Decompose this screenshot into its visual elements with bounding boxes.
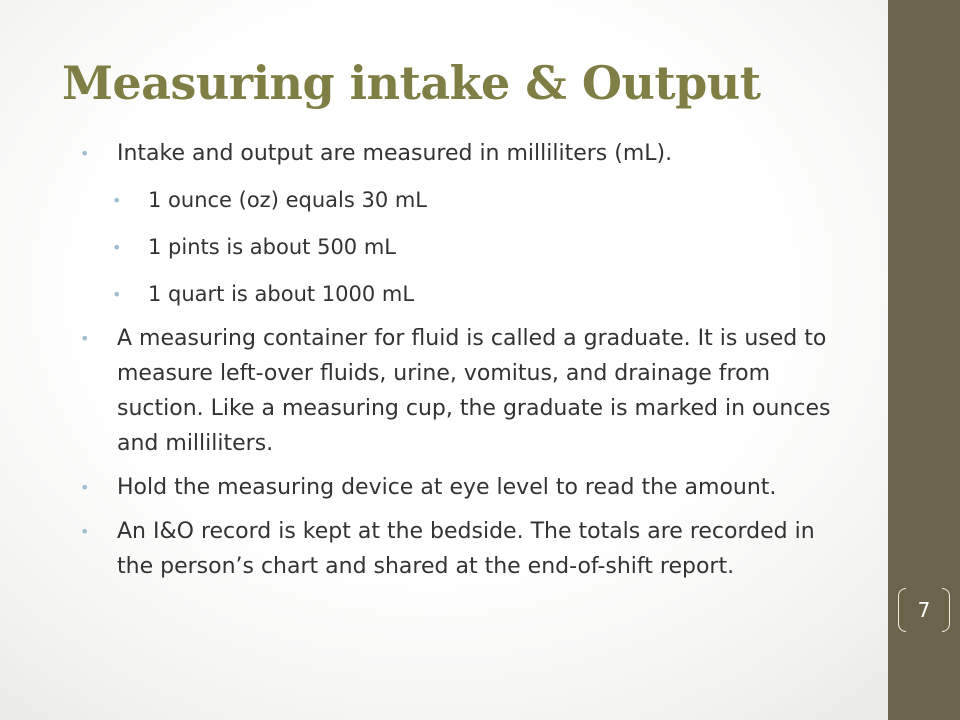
bullet-text: 1 ounce (oz) equals 30 mL (148, 188, 428, 212)
slide-title: Measuring intake & Output (62, 56, 761, 110)
bullet-text: 1 quart is about 1000 mL (148, 282, 415, 306)
bullet-icon: • (80, 478, 90, 497)
bullet-item (80, 136, 850, 171)
bullet-icon: • (112, 285, 122, 304)
bullet-item (80, 514, 850, 584)
bullet-text: Hold the measuring device at eye level to read the amount. (117, 475, 777, 500)
bullet-item (80, 321, 850, 461)
sub-bullet-item (80, 230, 850, 265)
bullet-icon: • (112, 191, 122, 210)
page-number-box (898, 588, 950, 632)
sub-bullet-item (80, 277, 850, 312)
sub-bullet-item (80, 183, 850, 218)
bullet-text: An I&O record is kept at the bedside. The totals are recorded in the person’s chart and shared at the end-of-shift report. (117, 519, 815, 579)
bullet-text: Intake and output are measured in milliliters (mL). (117, 141, 673, 166)
bullet-item (80, 470, 850, 505)
bullet-icon: • (80, 329, 90, 348)
bullet-icon: • (80, 144, 90, 163)
page-number: 7 (917, 598, 931, 622)
bullet-icon: • (112, 238, 122, 257)
bullet-icon: • (80, 522, 90, 541)
bullet-text: 1 pints is about 500 mL (148, 235, 396, 259)
bullet-list (80, 136, 850, 584)
bullet-text: A measuring container for fluid is called a graduate. It is used to measure left-over fluids, urine, vomitus, and drainage from suction. Like a measuring cup, the graduate is marked in ounces and milliliters. (117, 326, 831, 456)
